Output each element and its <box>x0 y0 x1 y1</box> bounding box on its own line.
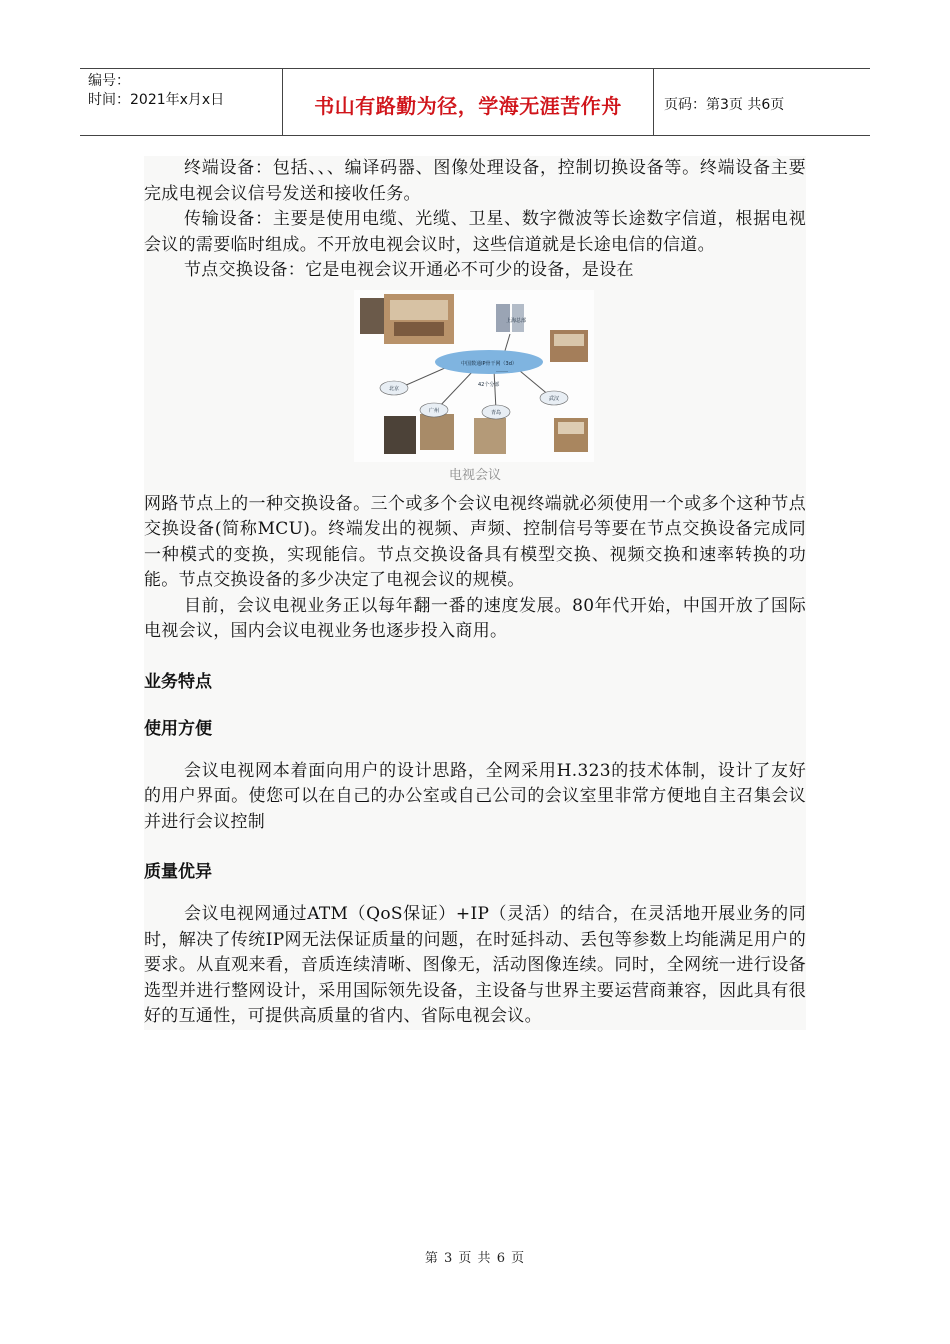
paragraph-convenience: 会议电视网本着面向用户的设计思路，全网采用H.323的技术体制，设计了友好的用户界面。使您可以在自己的办公室或自己公司的会议室里非常方便地自主召集会议并进行会议控制 <box>144 760 806 832</box>
photo-top-right <box>550 330 588 362</box>
figure-caption: 电视会议 <box>448 467 501 483</box>
node-label-qingdao: 青岛 <box>490 409 502 416</box>
photo-bottom <box>384 414 588 454</box>
ellipsis-label: …… <box>496 366 508 374</box>
document-body <box>144 156 806 1030</box>
number-label: 编号： <box>88 73 130 89</box>
heading-quality: 质量优异 <box>144 862 212 882</box>
mcu-label: 上海总部 <box>505 317 527 324</box>
paragraph-node-continued: 网路节点上的一种交换设备。三个或多个会议电视终端就必须使用一个或多个这种节点交换设备(简称MCU)。终端发出的视频、声频、控制信号等要在节点交换设备完成同一种模式的变换，实现能信。节点交换设备具有模型交换、视频交换和速率转换的功能。节点交换设备的多少决定了电视会议的规模。 <box>144 493 806 590</box>
motto: 书山有路勤为径，学海无涯苦作舟 <box>282 69 654 135</box>
date-label: 时间：2021年x月x日 <box>88 92 225 108</box>
header-table <box>80 68 870 136</box>
backbone-label: 中国数通IP骨干网（3d） <box>461 360 517 367</box>
page-footer: 第 3 页 共 6 页 <box>424 1251 526 1266</box>
heading-features: 业务特点 <box>144 671 212 692</box>
heading-convenience: 使用方便 <box>144 718 212 739</box>
node-label-guangzhou: 广州 <box>428 407 440 414</box>
paragraph-current: 目前，会议电视业务正以每年翻一番的速度发展。80年代开始，中国开放了国际电视会议，国内会议电视业务也逐步投入商用。 <box>144 595 806 641</box>
node-label-beijing: 北京 <box>388 385 400 392</box>
network-diagram <box>354 290 594 462</box>
paragraph-node: 节点交换设备：它是电视会议开通必不可少的设备，是设在 <box>184 260 634 280</box>
paragraph-transmission: 传输设备：主要是使用电缆、光缆、卫星、数字微波等长途数字信道，根据电视会议的需要临时组成。不开放电视会议时，这些信道就是长途电信的信道。 <box>144 209 806 255</box>
paragraph-quality: 会议电视网通过ATM（QoS保证）+IP（灵活）的结合，在灵活地开展业务的同时，解决了传统IP网无法保证质量的问题，在时延抖动、丢包等参数上均能满足用户的要求。从直观来看，音质连续清晰、图像无，活动图像连续。同时，全网统一进行设备选型并进行整网设计，采用国际领先设备，主设备与世界主要运营商兼容，因此具有很好的互通性，可提供高质量的省内、省际电视会议。 <box>144 904 806 1026</box>
page-info: 页码：第3页 共6页 <box>664 97 785 113</box>
header-left-cell <box>80 69 282 135</box>
node-label-wuhan: 武汉 <box>548 395 560 402</box>
paragraph-terminal: 终端设备：包括、、、编译码器、图像处理设备，控制切换设备等。终端设备主要完成电视会议信号发送和接收任务。 <box>144 158 806 204</box>
figure-video-conference <box>144 286 806 492</box>
branch-count-label: 42个分部 <box>478 381 500 388</box>
